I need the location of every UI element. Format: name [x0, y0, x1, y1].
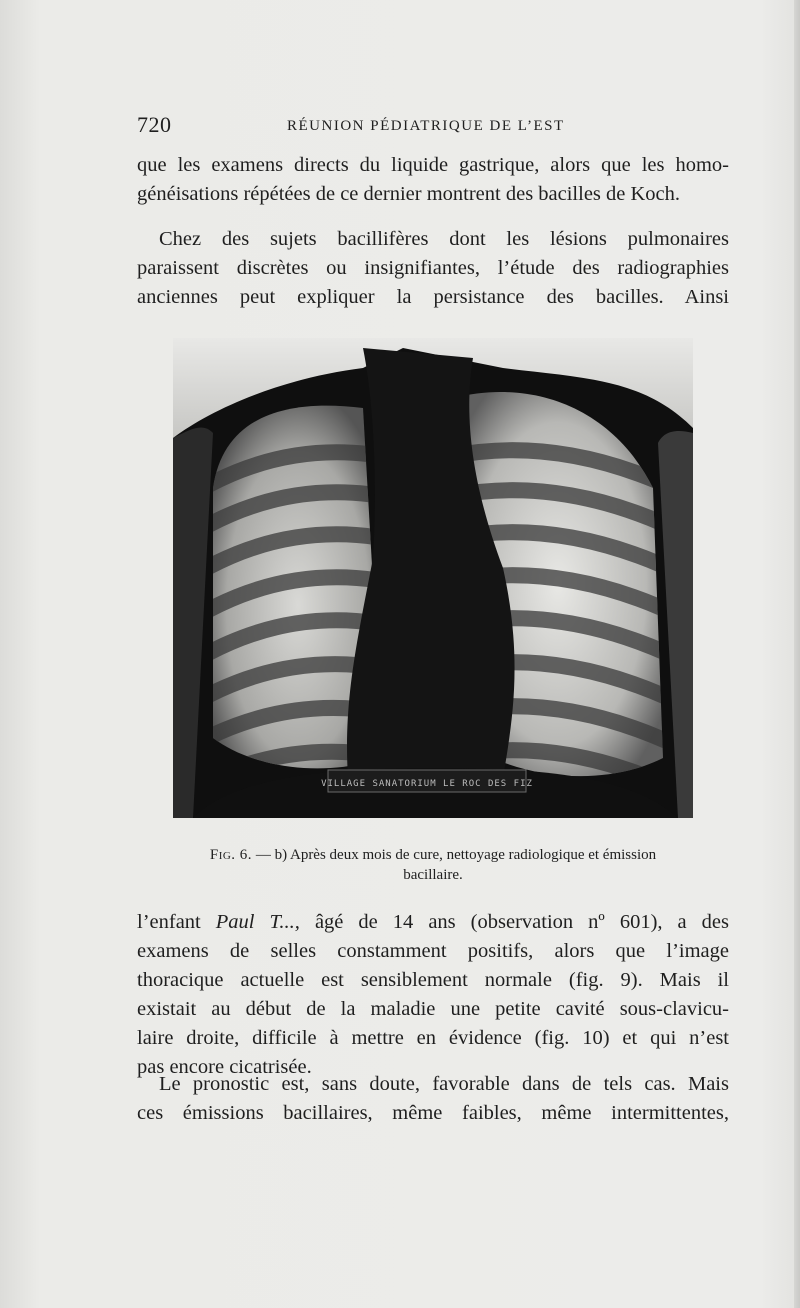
text-line [137, 908, 729, 937]
xray-plate-label: VILLAGE SANATORIUM LE ROC DES FIZ [321, 779, 533, 789]
paragraph-1 [137, 151, 729, 209]
caption-text: — b) Après deux mois de cure, nettoyage radiologique et émission [255, 847, 657, 863]
chest-xray-figure [173, 338, 693, 818]
patient-name: Paul T..., [215, 911, 300, 933]
caption-text-line2: bacillaire. [403, 867, 463, 883]
chest-xray-image [173, 338, 693, 818]
page-number: 720 [137, 112, 172, 137]
text-fragment: âgé de 14 ans (observation nº 601), a des [299, 911, 730, 933]
figure-number: Fig. 6. [209, 847, 253, 863]
text-line: laire droite, difficile à mettre en évidence (fig. 10) et qui n’est [137, 1027, 729, 1049]
text-line: que les examens directs du liquide gastrique, alors que les homo- [137, 154, 729, 176]
paragraph-4 [137, 1070, 729, 1128]
text-line: examens de selles constamment positifs, alors que l’image [137, 940, 729, 962]
paragraph-3 [137, 908, 729, 1082]
text-line: existait au début de la maladie une petite cavité sous-clavicu- [137, 998, 729, 1020]
figure-caption [137, 845, 729, 885]
page-header [137, 112, 729, 142]
text-line: paraissent discrètes ou insignifiantes, l’étude des radiographies [137, 257, 729, 279]
text-line: ces émissions bacillaires, même faibles, même intermittentes, [137, 1102, 729, 1124]
text-line: généisations répétées de ce dernier montrent des bacilles de Koch. [137, 183, 681, 205]
text-line: Le pronostic est, sans doute, favorable dans de tels cas. Mais [159, 1073, 729, 1095]
running-title: RÉUNION PÉDIATRIQUE DE L’EST [287, 118, 565, 134]
text-fragment: l’enfant [137, 911, 216, 933]
text-line: pas encore cicatrisée. [137, 1056, 312, 1078]
text-line: anciennes peut expliquer la persistance des bacilles. Ainsi [137, 286, 729, 308]
text-line: thoracique actuelle est sensiblement normale (fig. 9). Mais il [137, 969, 729, 991]
paragraph-2 [137, 225, 729, 312]
scan-edge [794, 0, 800, 1308]
text-line: Chez des sujets bacillifères dont les lésions pulmonaires [159, 228, 729, 250]
